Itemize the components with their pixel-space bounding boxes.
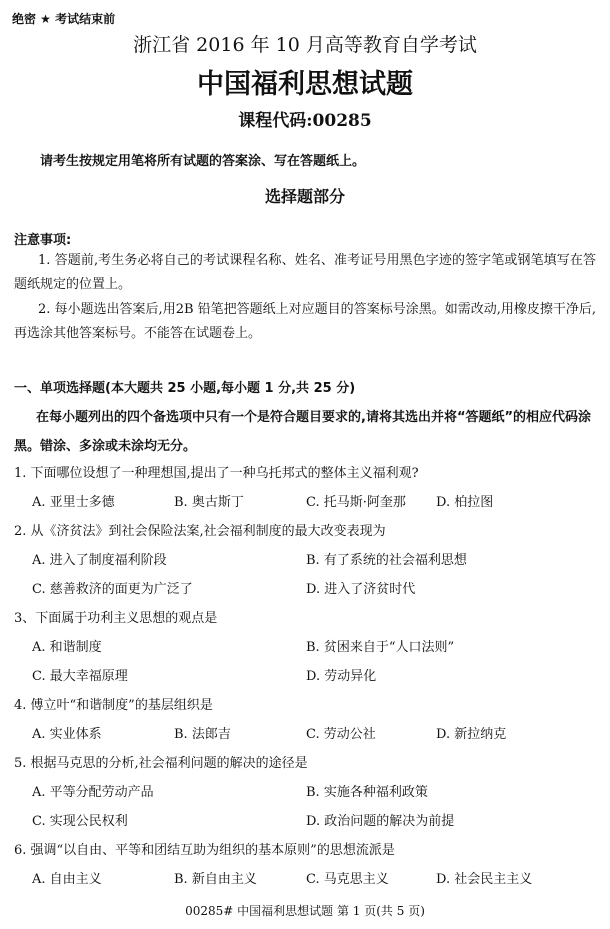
option-c: C. 马克思主义 (306, 872, 389, 887)
question-stem: 4. 傅立叶“和谐制度”的基层组织是 (14, 698, 213, 713)
option-c: C. 最大幸福原理 (32, 669, 128, 684)
question-stem: 2. 从《济贫法》到社会保险法案,社会福利制度的最大改变表现为 (14, 524, 386, 539)
option-c: C. 劳动公社 (306, 727, 376, 742)
option-b: B. 有了系统的社会福利思想 (306, 553, 467, 568)
question-stem: 5. 根据马克思的分析,社会福利问题的解决的途径是 (14, 756, 308, 771)
page-footer: 00285# 中国福利思想试题 第 1 页(共 5 页) (185, 904, 425, 918)
course-code: 课程代码:00285 (238, 111, 372, 131)
page-title: 中国福利思想试题 (197, 69, 413, 100)
option-b: B. 实施各种福利政策 (306, 785, 428, 800)
section-heading: 一、单项选择题(本大题共 25 小题,每小题 1 分,共 25 分) (14, 381, 356, 396)
note-item-1: 1. 答题前,考生务必将自己的考试课程名称、姓名、准考证号用黑色字迹的签字笔或钢笔填写在答题纸规定的位置上。 (14, 253, 596, 292)
answer-notice: 请考生按规定用笔将所有试题的答案涂、写在答题纸上。 (40, 154, 366, 169)
option-c: C. 实现公民权利 (32, 814, 128, 829)
option-d: D. 新拉纳克 (436, 727, 507, 742)
option-b: B. 奥古斯丁 (174, 495, 244, 510)
option-b: B. 新自由主义 (174, 872, 257, 887)
option-d: D. 柏拉图 (436, 495, 494, 510)
exam-line: 浙江省 2016 年 10 月高等教育自学考试 (133, 34, 477, 56)
note-item-2: 2. 每小题选出答案后,用2B 铅笔把答题纸上对应题目的答案标号涂黑。如需改动,用橡皮擦干净后,再选涂其他答案标号。不能答在试题卷上。 (14, 302, 596, 341)
question-stem: 6. 强调“以自由、平等和团结互助为组织的基本原则”的思想流派是 (14, 843, 395, 858)
option-c: C. 慈善救济的面更为广泛了 (32, 582, 193, 597)
option-d: D. 政治问题的解决为前提 (306, 814, 455, 829)
option-a: A. 亚里士多德 (32, 495, 115, 510)
part-title: 选择题部分 (264, 187, 345, 206)
option-a: A. 自由主义 (32, 872, 102, 887)
secret-label: 绝密 ★ 考试结束前 (12, 12, 116, 26)
option-a: A. 进入了制度福利阶段 (32, 553, 167, 568)
option-d: D. 社会民主主义 (436, 872, 533, 887)
option-d: D. 劳动异化 (306, 669, 377, 684)
option-b: B. 法郎吉 (174, 727, 231, 742)
option-d: D. 进入了济贫时代 (306, 582, 416, 597)
option-a: A. 平等分配劳动产品 (32, 785, 154, 800)
option-a: A. 实业体系 (32, 727, 102, 742)
question-stem: 1. 下面哪位设想了一种理想国,提出了一种乌托邦式的整体主义福利观? (14, 466, 419, 481)
notes-title: 注意事项: (14, 233, 72, 248)
option-a: A. 和谐制度 (32, 640, 102, 655)
section-instruction: 在每小题列出的四个备选项中只有一个是符合题目要求的,请将其选出并将“答题纸”的相应代码涂黑。错涂、多涂或未涂均无分。 (14, 410, 592, 454)
question-stem: 3、下面属于功利主义思想的观点是 (14, 611, 218, 626)
option-c: C. 托马斯·阿奎那 (306, 495, 406, 510)
option-b: B. 贫困来自于“人口法则” (306, 640, 455, 655)
